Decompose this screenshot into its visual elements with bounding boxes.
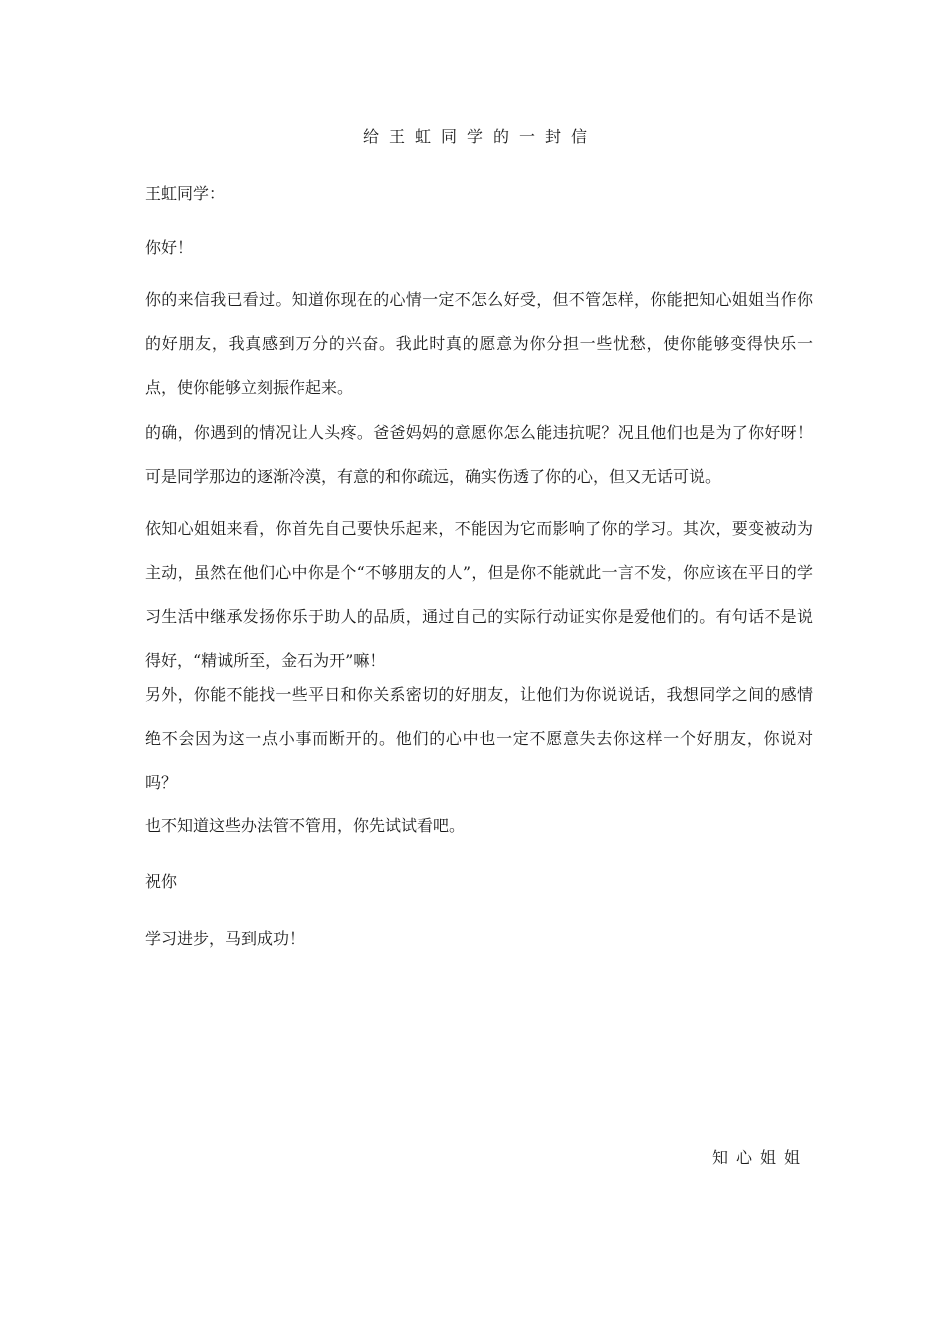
- closing-blessing: 学习进步，马到成功！: [145, 929, 306, 948]
- letter-title: 给王虹同学的一封信: [362, 127, 597, 146]
- paragraph-4: 另外，你能不能找一些平日和你关系密切的好朋友，让他们为你说说话，我想同学之间的感情绝不会因为这一点小事而断开的。他们的心中也一定不愿意失去你这样一个好朋友，你说对吗？: [145, 685, 813, 792]
- salutation: 王虹同学：: [145, 184, 226, 203]
- closing-paragraph: 也不知道这些办法管不管用，你先试试看吧。: [145, 816, 466, 835]
- closing-wish: 祝你: [145, 872, 178, 891]
- paragraph-2: 的确，你遇到的情况让人头疼。爸爸妈妈的意愿你怎么能违抗呢？况且他们也是为了你好呀！可是同学那边的逐渐冷漠，有意的和你疏远，确实伤透了你的心，但又无话可说。: [145, 423, 813, 486]
- signature: 知心姐姐: [711, 1148, 808, 1167]
- paragraph-1: 你的来信我已看过。知道你现在的心情一定不怎么好受，但不管怎样，你能把知心姐姐当作你的好朋友，我真感到万分的兴奋。我此时真的愿意为你分担一些忧愁，使你能够变得快乐一点，使你能够立刻振作起来。: [145, 290, 813, 397]
- greeting: 你好！: [145, 238, 194, 257]
- paragraph-3: 依知心姐姐来看，你首先自己要快乐起来，不能因为它而影响了你的学习。其次，要变被动为主动，虽然在他们心中你是个“不够朋友的人”，但是你不能就此一言不发，你应该在平日的学习生活中继承发扬你乐于助人的品质，通过自己的实际行动证实你是爱他们的。有句话不是说得好，“精诚所至，金石为开”嘛！: [145, 519, 813, 670]
